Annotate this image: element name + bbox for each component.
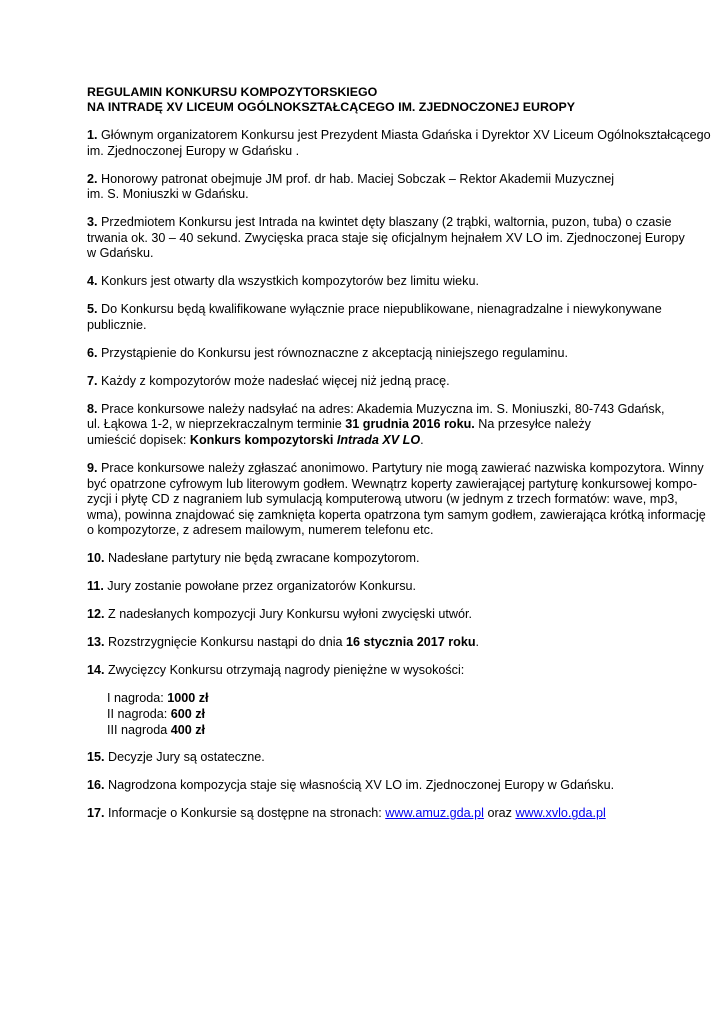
paragraph-number: 16. [87,778,105,793]
paragraph-text: . [475,635,480,650]
envelope-note: Konkurs kompozytorski [189,433,337,448]
paragraph-number: 4. [87,274,98,289]
paragraph-number: 14. [87,663,105,678]
prize-list [87,691,705,738]
paragraph-13 [87,635,705,651]
paragraph-15 [87,750,705,766]
paragraph-text: zycji i płytę CD z nagraniem lub symulacją komputerową utworu (w jednym z trzech formatów: wave, mp3, [87,492,678,507]
paragraph-text: Na przesyłce należy [474,417,591,432]
paragraph-number: 7. [87,373,98,388]
title-line-2: NA INTRADĘ XV LICEUM OGÓLNOKSZTAŁCĄCEGO IM. ZJEDNOCZONEJ EUROPY [87,100,576,114]
paragraph-text: o kompozytorze, z adresem mailowym, numerem telefonu etc. [87,523,434,538]
paragraph-text: Przedmiotem Konkursu jest Intrada na kwintet dęty blaszany (2 trąbki, waltornia, puzon, tuba) o czasie [97,215,672,230]
paragraph-number: 12. [87,607,105,622]
prize-label: I nagroda: [107,691,168,706]
paragraph-text: Głównym organizatorem Konkursu jest Prezydent Miasta Gdańska i Dyrektor XV Liceum Ogólnokształcącego [97,128,711,142]
paragraph-text: Informacje o Konkursie są dostępne na stronach: [104,806,386,821]
prize-item [107,707,705,723]
prize-label: III nagroda [107,722,171,737]
link-xvlo[interactable]: www.xvlo.gda.pl [515,806,606,821]
paragraph-number: 5. [87,302,98,317]
paragraph-text: trwania ok. 30 – 40 sekund. Zwycięska praca staje się oficjalnym hejnałem XV LO im. Zjednoczonej Europy [87,230,685,245]
paragraph-number: 3. [87,215,98,230]
envelope-note-italic: Intrada XV LO [336,433,421,448]
prize-amount: 600 zł [170,706,206,721]
prize-label: II nagroda: [107,706,171,721]
paragraph-text: publicznie. [87,317,147,332]
paragraph-text: Zwycięzcy Konkursu otrzymają nagrody pieniężne w wysokości: [104,663,465,678]
paragraph-text: Rozstrzygnięcie Konkursu nastąpi do dnia [104,635,347,650]
title-line-1: REGULAMIN KONKURSU KOMPOZYTORSKIEGO [87,85,378,99]
paragraph-text: Nagrodzona kompozycja staje się własnością XV LO im. Zjednoczonej Europy w Gdańsku. [104,778,615,793]
paragraph-1 [87,128,711,159]
paragraph-text: . [420,433,424,448]
paragraph-10 [87,551,705,567]
paragraph-number: 17. [87,806,105,821]
paragraph-text: ul. Łąkowa 1-2, w nieprzekraczalnym terminie [87,417,346,432]
paragraph-text: Nadesłane partytury nie będą zwracane kompozytorom. [104,551,420,566]
paragraph-number: 1. [87,128,98,142]
paragraph-3 [87,215,705,262]
paragraph-8 [87,402,705,449]
paragraph-text: Z nadesłanych kompozycji Jury Konkursu wyłoni zwycięski utwór. [104,607,472,622]
prize-item [107,691,705,707]
paragraph-text: być opatrzone cyfrowym lub literowym godłem. Wewnątrz koperty zawierającej partyturę konkursowej kompo- [87,476,698,491]
paragraph-14 [87,663,705,679]
paragraph-text: Prace konkursowe należy zgłaszać anonimowo. Partytury nie mogą zawierać nazwiska kompozytora. Winny [97,461,704,476]
paragraph-text: im. S. Moniuszki w Gdańsku. [87,187,249,202]
paragraph-6 [87,346,705,362]
paragraph-5 [87,302,705,333]
paragraph-text: w Gdańsku. [87,246,154,261]
paragraph-number: 6. [87,345,98,360]
paragraph-16 [87,778,705,794]
result-date: 16 stycznia 2017 roku [346,635,476,650]
paragraph-number: 2. [87,171,98,186]
deadline-date: 31 grudnia 2016 roku. [345,417,475,432]
paragraph-text: Prace konkursowe należy nadsyłać na adres: Akademia Muzyczna im. S. Moniuszki, 80-743 Gdańsk, [97,401,665,416]
prize-amount: 1000 zł [167,691,209,706]
paragraph-number: 13. [87,635,105,650]
paragraph-text: oraz [483,806,516,821]
paragraph-7 [87,374,705,390]
paragraph-17 [87,806,705,822]
paragraph-12 [87,607,705,623]
paragraph-text: umieścić dopisek: [87,433,190,448]
paragraph-2 [87,172,705,203]
paragraph-text: Przystąpienie do Konkursu jest równoznaczne z akceptacją niniejszego regulaminu. [97,345,568,360]
paragraph-number: 8. [87,401,98,416]
paragraph-text: wma), powinna znajdować się zamknięta koperta opatrzona tym samym godłem, zawierająca krótką informację [87,507,706,522]
prize-item [107,723,705,739]
document-title [87,85,705,115]
paragraph-text: Do Konkursu będą kwalifikowane wyłącznie prace niepublikowane, nienagradzalne i niewykonywane [97,302,662,317]
paragraph-text: Konkurs jest otwarty dla wszystkich kompozytorów bez limitu wieku. [97,274,479,289]
paragraph-number: 9. [87,461,98,476]
paragraph-number: 10. [87,551,105,566]
paragraph-text: Jury zostanie powołane przez organizatorów Konkursu. [103,579,417,594]
paragraph-text: Decyzje Jury są ostateczne. [104,750,265,765]
paragraph-text: Każdy z kompozytorów może nadesłać więcej niż jedną pracę. [97,373,450,388]
prize-amount: 400 zł [170,722,206,737]
paragraph-text: Honorowy patronat obejmuje JM prof. dr hab. Maciej Sobczak – Rektor Akademii Muzycznej [97,171,615,186]
paragraph-11 [87,579,705,595]
link-amuz[interactable]: www.amuz.gda.pl [385,806,484,821]
paragraph-9 [87,461,705,539]
paragraph-4 [87,274,705,290]
paragraph-number: 15. [87,750,105,765]
paragraph-number: 11. [87,579,104,594]
paragraph-text: im. Zjednoczonej Europy w Gdańsku . [87,143,300,158]
